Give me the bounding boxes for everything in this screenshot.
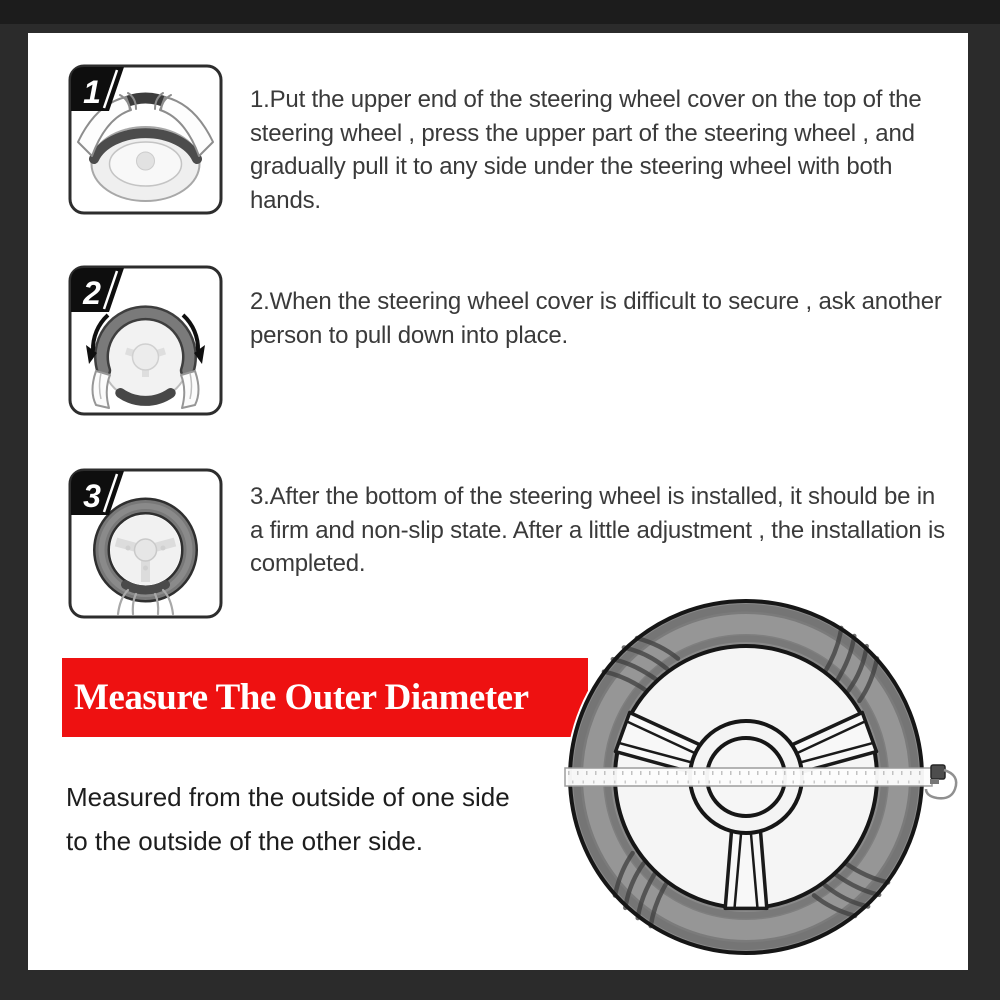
step-2-instruction: 2.When the steering wheel cover is difficult to secure , ask another person to pull down into place. <box>250 288 942 349</box>
measure-note-line-2: to the outside of the other side. <box>66 826 424 856</box>
steering-wheel-with-measuring-tape-diagram <box>508 553 968 970</box>
tape-clip-tab <box>930 779 939 784</box>
wheel-cover-installed-icon <box>68 468 223 619</box>
tape-clip <box>931 765 945 779</box>
spoke-bolt <box>143 566 148 571</box>
wheel-cover-top-hands-icon <box>68 64 223 215</box>
step-number: 2 <box>83 275 101 311</box>
left-hand <box>93 371 111 408</box>
wheel-hub <box>133 344 159 370</box>
wheel-hub <box>135 539 157 561</box>
measure-note <box>66 775 510 863</box>
frame-top-strip <box>0 0 1000 24</box>
instruction-sheet <box>28 33 968 970</box>
spoke-bottom <box>725 831 767 908</box>
wheel-hub <box>137 152 155 170</box>
measure-banner: Measure The Outer Diameter <box>62 658 588 737</box>
right-hand <box>181 371 199 408</box>
spoke-bolt <box>126 546 131 551</box>
step-number: 3 <box>83 478 101 514</box>
measure-note-line-1: Measured from the outside of one side <box>66 782 510 812</box>
step-number: 1 <box>83 74 101 110</box>
step-1-instruction: 1.Put the upper end of the steering wheel cover on the top of the steering wheel , press the upper part of the steering wheel , and gradually pull it to any side under the steering wheel with both hands. <box>250 86 922 214</box>
wheel-cover-pull-down-icon <box>68 265 223 416</box>
step-3-instruction: 3.After the bottom of the steering wheel is installed, it should be in a firm and non-slip state. After a little adjustment , the installation is completed. <box>250 483 945 577</box>
spoke-bolt <box>161 546 166 551</box>
